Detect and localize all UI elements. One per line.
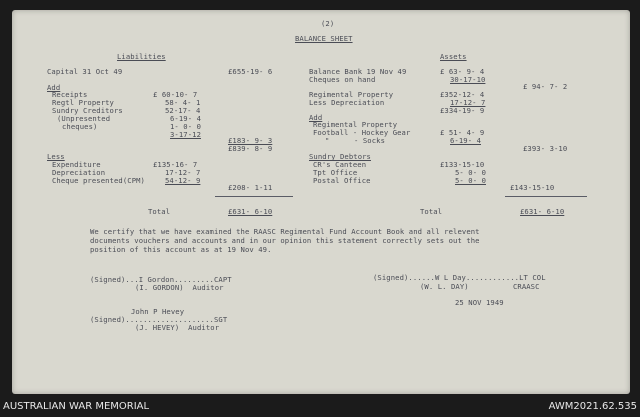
amount-a: 6-19- 4 xyxy=(170,114,201,123)
debtors-total: £143-15-10 xyxy=(510,183,555,192)
socks-label: - Socks xyxy=(354,136,385,145)
amount-depreciation: 17-12- 7 xyxy=(165,168,201,177)
signature-day: (Signed)......W L Day............LT COL xyxy=(373,273,546,282)
total-rule xyxy=(215,196,293,197)
regimental-property-label: Regimental Property xyxy=(309,90,394,99)
receipts-label: Receipts xyxy=(52,90,88,99)
capital-total: £655-19- 6 xyxy=(228,67,273,76)
amount-postal: 5- 0- 0 xyxy=(455,176,486,185)
amount-canteen: £133-15-10 xyxy=(440,160,485,169)
balance-bank-label: Balance Bank 19 Nov 49 xyxy=(309,67,407,76)
amount-socks: 6-19- 4 xyxy=(450,136,481,145)
cr-canteen-label: CR's Canteen xyxy=(313,160,367,169)
liabilities-total: £631- 6-10 xyxy=(228,207,273,216)
assets-total-rule xyxy=(505,196,587,197)
amount-bank: £ 63- 9- 4 xyxy=(440,67,485,76)
signature-gordon-name: (I. GORDON) Auditor xyxy=(135,283,224,292)
signature-hevey-hand: John P Hevey xyxy=(131,307,185,316)
bank-total: £ 94- 7- 2 xyxy=(523,82,568,91)
cheques-on-hand-label: Cheques on hand xyxy=(309,75,376,84)
add-label: Add xyxy=(47,83,61,92)
assets-total-label: Total xyxy=(420,207,443,216)
football-gear-label: Football - Hockey Gear xyxy=(313,128,411,137)
signature-hevey-name: (J. HEVEY) Auditor xyxy=(135,323,220,332)
signature-hevey: (Signed)....................SGT xyxy=(90,315,228,324)
liabilities-total-label: Total xyxy=(148,207,171,216)
amount-rp-net: £334-19- 9 xyxy=(440,106,485,115)
date-stamp: 25 NOV 1949 xyxy=(455,298,504,307)
amount-less-depreciation: 17-12- 7 xyxy=(450,98,486,107)
subtotal: £839- 8- 9 xyxy=(228,144,273,153)
signature-gordon: (Signed)...I Gordon.........CAPT xyxy=(90,275,232,284)
property-total: £393- 3-10 xyxy=(523,144,568,153)
regimental-property2-label: Regimental Property xyxy=(313,120,398,129)
assets-add-label: Add xyxy=(309,113,323,122)
amount-cheque: 54-12- 9 xyxy=(165,176,201,185)
less-label: Less xyxy=(47,152,65,161)
footer-right: AWM2021.62.535 xyxy=(548,401,637,412)
certification-line-2: documents vouchers and accounts and in our opinion this statement correctly sets out the xyxy=(90,236,480,245)
assets-heading: Assets xyxy=(440,52,467,61)
amount-sundry: 52-17- 4 xyxy=(165,106,201,115)
sundry-creditors-label: Sundry Creditors xyxy=(52,106,123,115)
amount-cheques: 30-17-10 xyxy=(450,75,486,84)
expenditure-label: Expenditure xyxy=(52,160,101,169)
unpresented-label: (Unpresented xyxy=(57,114,111,123)
cheques-label: cheques) xyxy=(62,122,98,131)
amount-regtl: 58- 4- 1 xyxy=(165,98,201,107)
tpt-office-label: Tpt Office xyxy=(313,168,358,177)
amount-tpt: 5- 0- 0 xyxy=(455,168,486,177)
ditto-mark: " xyxy=(325,136,330,145)
amount-b: 1- 0- 0 xyxy=(170,122,201,131)
amount-c: 3-17-12 xyxy=(170,130,201,139)
page-title: BALANCE SHEET xyxy=(295,34,353,43)
amount-expenditure: £135-16- 7 xyxy=(153,160,198,169)
depreciation-label: Depreciation xyxy=(52,168,106,177)
amount-regimental-property: £352-12- 4 xyxy=(440,90,485,99)
postal-office-label: Postal Office xyxy=(313,176,371,185)
capital-label: Capital 31 Oct 49 xyxy=(47,67,123,76)
certification-line-3: position of this account as at 19 Nov 49. xyxy=(90,245,272,254)
liabilities-heading: Liabilities xyxy=(117,52,166,61)
sundry-debtors-label: Sundry Debtors xyxy=(309,152,371,161)
footer-left: AUSTRALIAN WAR MEMORIAL xyxy=(3,401,150,412)
assets-total: £631- 6-10 xyxy=(520,207,565,216)
less-total: £208- 1-11 xyxy=(228,183,273,192)
regtl-property-label: Regtl Property xyxy=(52,98,114,107)
page-number: (2) xyxy=(321,19,335,28)
cheque-presented-label: Cheque presented(CPM) xyxy=(52,176,145,185)
amount-receipts: £ 60-10- 7 xyxy=(153,90,198,99)
signature-day-name: (W. L. DAY) CRAASC xyxy=(420,282,540,291)
add-total: £183- 9- 3 xyxy=(228,136,273,145)
amount-football: £ 51- 4- 9 xyxy=(440,128,485,137)
less-depreciation-label: Less Depreciation xyxy=(309,98,385,107)
certification-line-1: We certify that we have examined the RAASC Regimental Fund Account Book and all relevent xyxy=(90,227,480,236)
